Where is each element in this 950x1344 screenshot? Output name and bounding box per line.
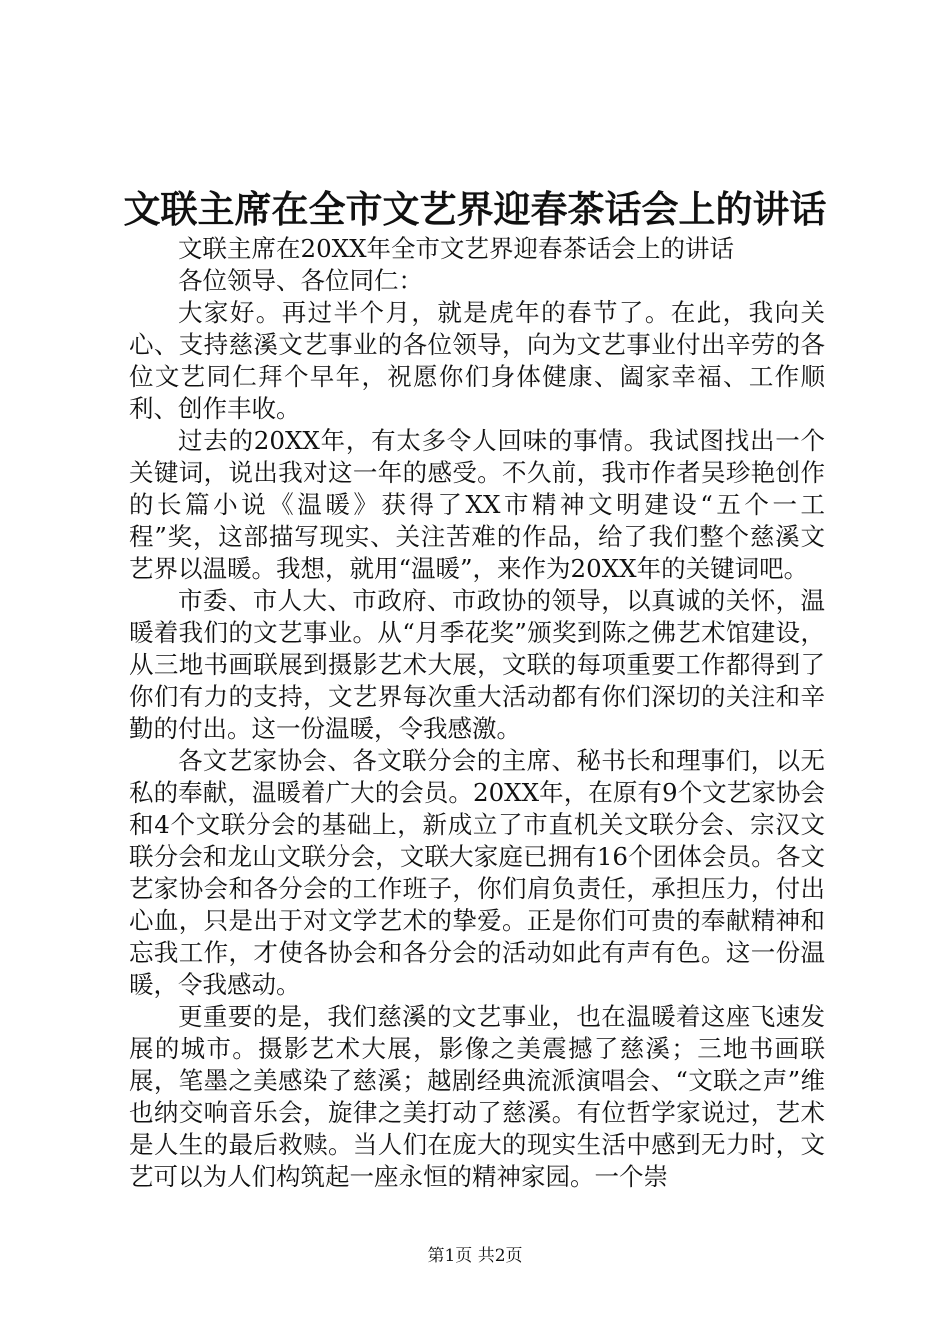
page-number-footer: 第1页 共2页	[427, 1246, 523, 1266]
document-title: 文联主席在全市文艺界迎春茶话会上的讲话	[123, 187, 827, 231]
document-body	[129, 233, 825, 1193]
paragraph: 市委、市人大、市政府、市政协的领导，以真诚的关怀，温暖着我们的文艺事业。从“月季花奖”颁奖到陈之佛艺术馆建设，从三地书画联展到摄影艺术大展，文联的每项重要工作都得到了你们有力的支持，文艺界每次重大活动都有你们深切的关注和辛勤的付出。这一份温暖，令我感激。	[129, 586, 825, 743]
subtitle-line: 文联主席在20XX年全市文艺界迎春茶话会上的讲话	[178, 234, 735, 263]
paragraph: 更重要的是，我们慈溪的文艺事业，也在温暖着这座飞速发展的城市。摄影艺术大展，影像之美震撼了慈溪；三地书画联展，笔墨之美感染了慈溪；越剧经典流派演唱会、“文联之声”维也纳交响音乐会，旋律之美打动了慈溪。有位哲学家说过，艺术是人生的最后救赎。当人们在庞大的现实生活中感到无力时，文艺可以为人们构筑起一座永恒的精神家园。一个崇	[129, 1002, 825, 1191]
salutation: 各位领导、各位同仁：	[178, 266, 423, 295]
paragraph: 各文艺家协会、各文联分会的主席、秘书长和理事们，以无私的奉献，温暖着广大的会员。20XX年，在原有9个文艺家协会和4个文联分会的基础上，新成立了市直机关文联分会、宗汉文联分会和龙山文联分会，文联大家庭已拥有16个团体会员。各文艺家协会和各分会的工作班子，你们肩负责任，承担压力，付出心血，只是出于对文学艺术的挚爱。正是你们可贵的奉献精神和忘我工作，才使各协会和各分会的活动如此有声有色。这一份温暖，令我感动。	[129, 746, 825, 999]
paragraph: 大家好。再过半个月，就是虎年的春节了。在此，我向关心、支持慈溪文艺事业的各位领导，向为文艺事业付出辛劳的各位文艺同仁拜个早年，祝愿你们身体健康、阖家幸福、工作顺利、创作丰收。	[129, 298, 825, 423]
paragraph: 过去的20XX年，有太多令人回味的事情。我试图找出一个关键词，说出我对这一年的感受。不久前，我市作者吴珍艳创作的长篇小说《温暖》获得了XX市精神文明建设“五个一工程”奖，这部描写现实、关注苦难的作品，给了我们整个慈溪文艺界以温暖。我想，就用“温暖”，来作为20XX年的关键词吧。	[129, 426, 825, 583]
